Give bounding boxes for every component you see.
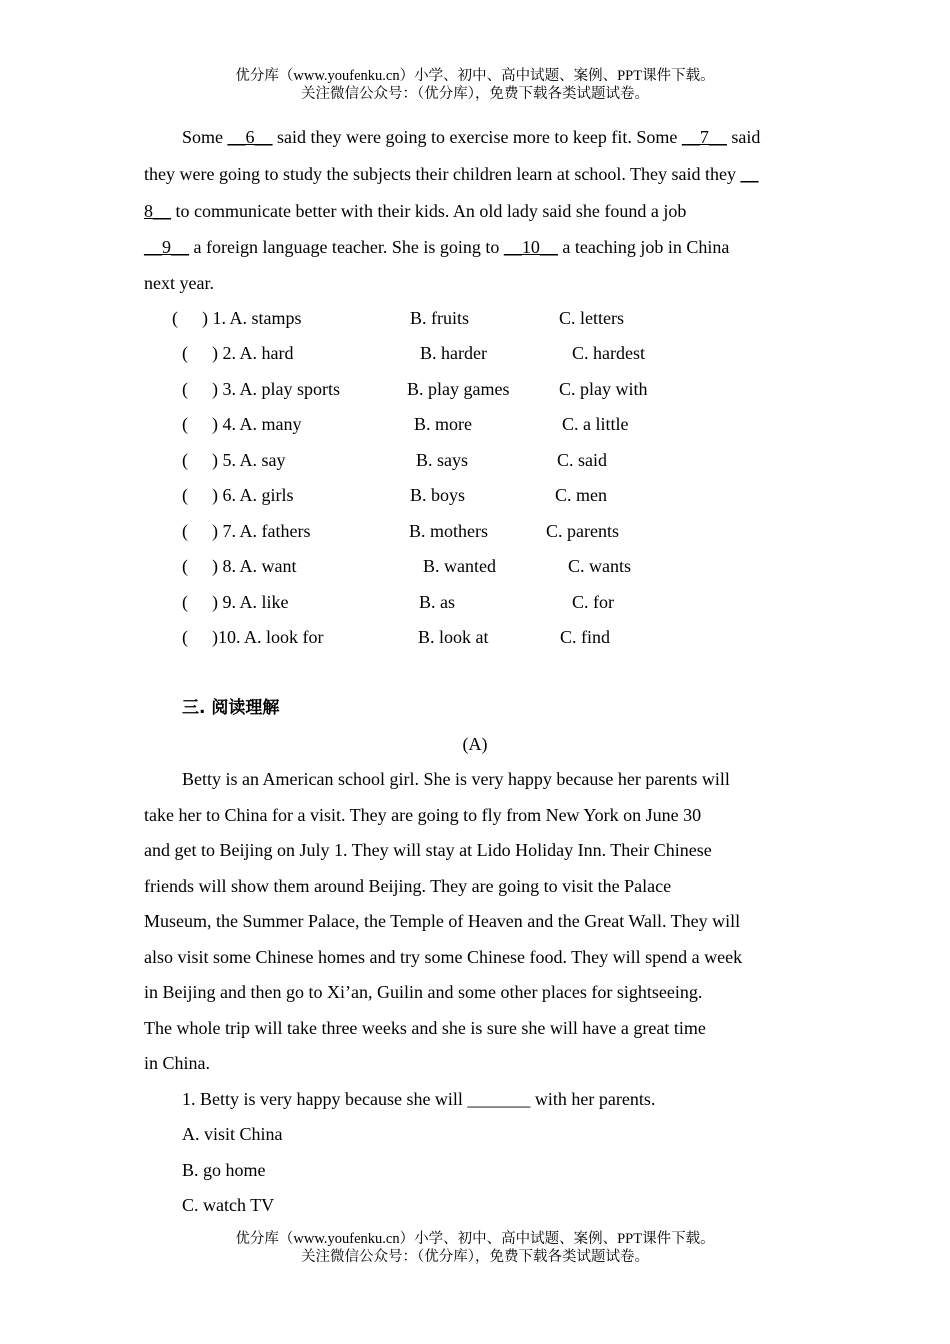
option-a: )10. A. look for — [212, 627, 324, 647]
reading-line-3: and get to Beijing on July 1. They will stay at Lido Holiday Inn. Their Chinese — [144, 840, 712, 860]
passage-line-4 — [144, 236, 729, 258]
text: to communicate better with their kids. An old lady said she found a job — [171, 201, 687, 221]
text: said they were going to exercise more to keep fit. Some — [272, 127, 682, 147]
passage-line-5: next year. — [144, 273, 214, 293]
option-b: B. says — [416, 450, 469, 470]
option-c: C. letters — [559, 308, 624, 328]
option-a: ) 2. A. hard — [212, 343, 294, 363]
page-header-line-2: 关注微信公众号：（优分库），免费下载各类试题试卷。 — [301, 86, 649, 102]
passage-line-1 — [182, 126, 760, 148]
reading-line-8: The whole trip will take three weeks and she is sure she will have a great time — [144, 1018, 706, 1038]
blank-7: __7__ — [681, 127, 727, 147]
passage-label: (A) — [462, 734, 488, 754]
option-c: C. parents — [546, 521, 619, 541]
option-c: C. men — [555, 485, 607, 505]
reading-line-6: also visit some Chinese homes and try some Chinese food. They will spend a week — [144, 947, 743, 967]
passage-line-3 — [144, 200, 686, 222]
option-a: ) 9. A. like — [212, 592, 289, 612]
option-a: ) 8. A. want — [212, 556, 297, 576]
answer-paren: ( — [182, 592, 188, 612]
reading-line-9: in China. — [144, 1053, 210, 1073]
blank-6: __6__ — [227, 127, 273, 147]
option-b: B. fruits — [410, 308, 470, 328]
reading-line-7: in Beijing and then go to Xi’an, Guilin and some other places for sightseeing. — [144, 982, 703, 1002]
option-b: B. mothers — [409, 521, 488, 541]
reading-line-5: Museum, the Summer Palace, the Temple of Heaven and the Great Wall. They will — [144, 911, 741, 931]
answer-paren: ( — [182, 414, 188, 434]
option-c: C. said — [557, 450, 608, 470]
question-stem: 1. Betty is very happy because she will _______ with her parents. — [182, 1089, 656, 1109]
option-a: ) 5. A. say — [212, 450, 286, 470]
option-c: C. a little — [562, 414, 629, 434]
page-footer-line-2: 关注微信公众号：（优分库），免费下载各类试题试卷。 — [301, 1249, 649, 1265]
option-b: B. boys — [410, 485, 466, 505]
answer-paren: ( — [182, 521, 188, 541]
option-b: B. look at — [418, 627, 489, 647]
question-option-a: A. visit China — [182, 1124, 283, 1144]
question-option-c: C. watch TV — [182, 1195, 275, 1215]
answer-paren: ( — [182, 343, 188, 363]
text: a foreign language teacher. She is going to — [189, 237, 504, 257]
answer-paren: ( — [182, 379, 188, 399]
option-a: ) 1. A. stamps — [202, 308, 302, 328]
text: a teaching job in China — [557, 237, 730, 257]
page-footer-line-1: 优分库（www.youfenku.cn）小学、初中、高中试题、案例、PPT课件下载。 — [235, 1231, 715, 1247]
option-c: C. for — [572, 592, 614, 612]
page-header-line-1: 优分库（www.youfenku.cn）小学、初中、高中试题、案例、PPT课件下载。 — [235, 68, 715, 84]
blank-8-end: 8__ — [144, 201, 171, 221]
answer-paren: ( — [182, 627, 188, 647]
option-c: C. wants — [568, 556, 631, 576]
option-b: B. wanted — [423, 556, 496, 576]
reading-line-4: friends will show them around Beijing. They are going to visit the Palace — [144, 876, 672, 896]
blank-8-start: __ — [740, 164, 759, 184]
option-c: C. hardest — [572, 343, 645, 363]
option-a: ) 7. A. fathers — [212, 521, 311, 541]
text: they were going to study the subjects their children learn at school. They said they — [144, 164, 741, 184]
section-title: 三. 阅读理解 — [182, 698, 280, 718]
option-b: B. more — [414, 414, 472, 434]
passage-line-2 — [144, 163, 759, 185]
answer-paren: ( — [182, 556, 188, 576]
option-a: ) 6. A. girls — [212, 485, 294, 505]
question-option-b: B. go home — [182, 1160, 266, 1180]
blank-9: __9__ — [144, 237, 189, 257]
text: Some — [182, 127, 228, 147]
answer-paren: ( — [172, 308, 178, 328]
option-c: C. play with — [559, 379, 648, 399]
option-a: ) 4. A. many — [212, 414, 302, 434]
reading-line-1: Betty is an American school girl. She is very happy because her parents will — [182, 769, 730, 789]
option-b: B. play games — [407, 379, 510, 399]
answer-paren: ( — [182, 450, 188, 470]
option-b: B. as — [419, 592, 455, 612]
option-a: ) 3. A. play sports — [212, 379, 340, 399]
option-c: C. find — [560, 627, 611, 647]
text: said — [726, 127, 761, 147]
blank-10: __10__ — [503, 237, 558, 257]
option-b: B. harder — [420, 343, 487, 363]
reading-line-2: take her to China for a visit. They are going to fly from New York on June 30 — [144, 805, 702, 825]
answer-paren: ( — [182, 485, 188, 505]
